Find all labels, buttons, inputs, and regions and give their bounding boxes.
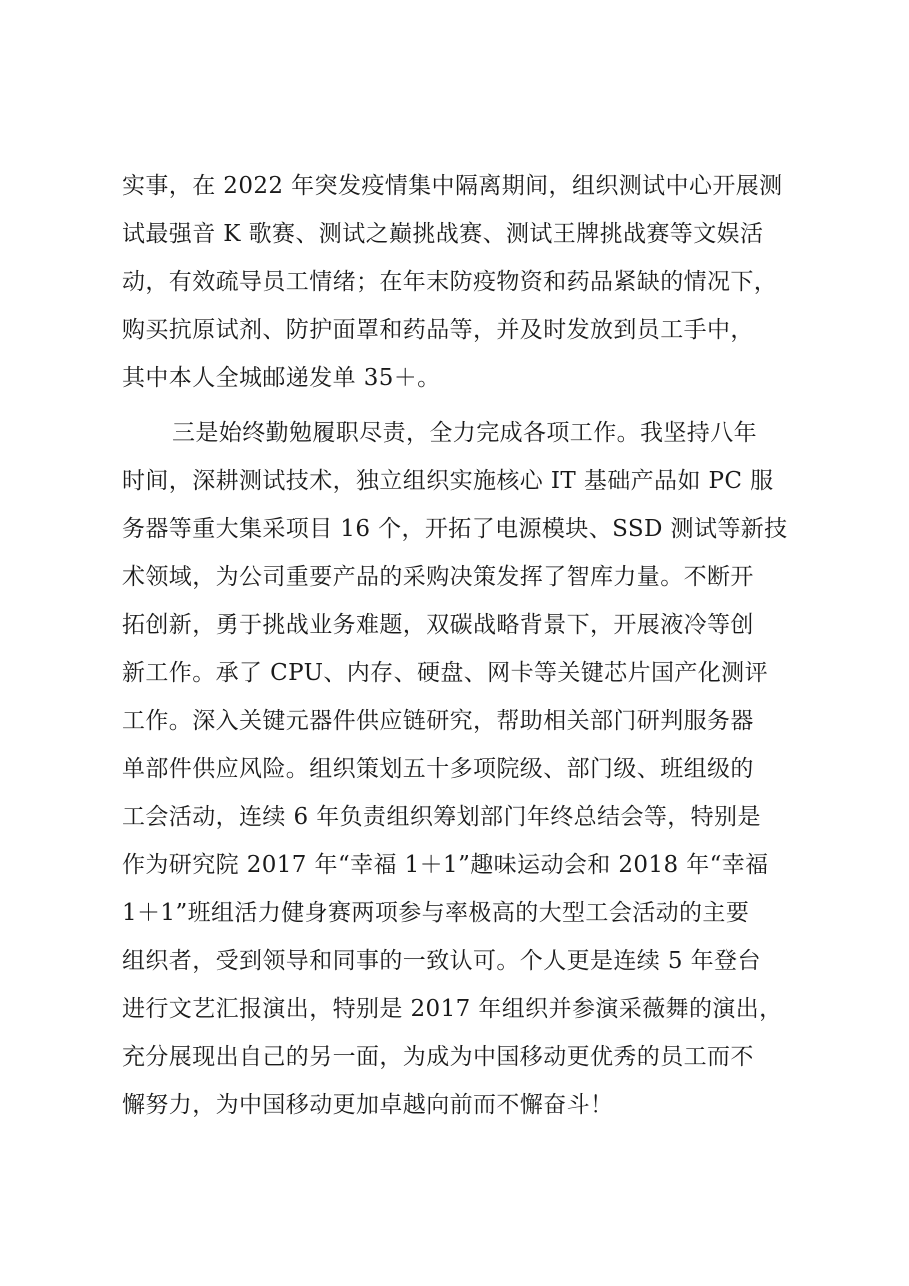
paragraph-2-line-3: 务器等重大集采项目 16 个，开拓了电源模块、SSD 测试等新技 — [122, 516, 788, 542]
paragraph-2-line-14: 充分展现出自己的另一面，为成为中国移动更优秀的员工而不 — [122, 1044, 754, 1070]
paragraph-2-line-8: 单部件供应风险。组织策划五十多项院级、部门级、班组级的 — [122, 756, 754, 782]
paragraph-2-line-1: 三是始终勤勉履职尽责，全力完成各项工作。我坚持八年 — [172, 420, 757, 446]
paragraph-2-line-2: 时间，深耕测试技术，独立组织实施核心 IT 基础产品如 PC 服 — [122, 468, 774, 494]
paragraph-1-line-3: 动，有效疏导员工情绪；在年末防疫物资和药品紧缺的情况下， — [122, 269, 778, 295]
paragraph-2-line-13: 进行文艺汇报演出，特别是 2017 年组织并参演采薇舞的演出， — [122, 996, 783, 1022]
paragraph-1-line-1: 实事，在 2022 年突发疫情集中隔离期间，组织测试中心开展测 — [122, 173, 783, 199]
paragraph-2-line-11: 1＋1”班组活力健身赛两项参与率极高的大型工会活动的主要 — [122, 900, 750, 926]
paragraph-1-line-5: 其中本人全城邮递发单 35＋。 — [122, 365, 441, 391]
paragraph-2-line-9: 工会活动，连续 6 年负责组织筹划部门年终总结会等，特别是 — [122, 804, 761, 830]
paragraph-1-line-4: 购买抗原试剂、防护面罩和药品等，并及时发放到员工手中， — [122, 317, 754, 343]
paragraph-2-line-4: 术领域，为公司重要产品的采购决策发挥了智库力量。不断开 — [122, 564, 754, 590]
paragraph-2-line-10: 作为研究院 2017 年“幸福 1＋1”趣味运动会和 2018 年“幸福 — [122, 852, 769, 878]
paragraph-2-line-5: 拓创新，勇于挑战业务难题，双碳战略背景下，开展液冷等创 — [122, 612, 754, 638]
paragraph-2-line-6: 新工作。承了 CPU、内存、硬盘、网卡等关键芯片国产化测评 — [122, 660, 768, 686]
paragraph-2-line-12: 组织者，受到领导和同事的一致认可。个人更是连续 5 年登台 — [122, 948, 761, 974]
paragraph-1-line-2: 试最强音 K 歌赛、测试之巅挑战赛、测试王牌挑战赛等文娱活 — [122, 221, 764, 247]
paragraph-2-line-7: 工作。深入关键元器件供应链研究，帮助相关部门研判服务器 — [122, 708, 754, 734]
paragraph-2-line-15: 懈努力，为中国移动更加卓越向前而不懈奋斗！ — [122, 1092, 614, 1118]
